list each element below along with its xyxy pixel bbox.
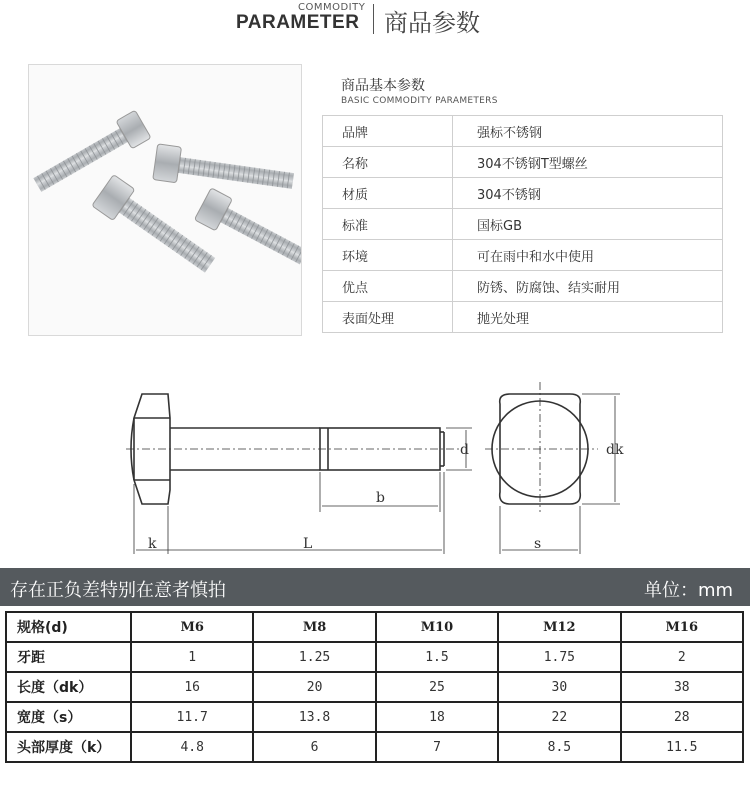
table-row <box>323 147 723 178</box>
table-row <box>6 732 743 762</box>
param-value: 304不锈钢 <box>453 178 723 209</box>
spec-row-label: 头部厚度（k） <box>6 732 131 762</box>
table-row <box>6 672 743 702</box>
spec-cell: 1.25 <box>253 642 375 672</box>
spec-cell: 18 <box>376 702 498 732</box>
unit-label: 单位：mm <box>644 580 734 601</box>
header-small-en: COMMODITY <box>298 2 366 13</box>
param-key: 表面处理 <box>323 302 453 333</box>
param-value: 防锈、防腐蚀、结实耐用 <box>453 271 723 302</box>
spec-col-header: M6 <box>131 612 253 642</box>
table-row <box>6 702 743 732</box>
spec-cell: 7 <box>376 732 498 762</box>
table-row <box>323 209 723 240</box>
spec-col-header: M10 <box>376 612 498 642</box>
tolerance-notice: 存在正负差特别在意者慎拍 <box>10 580 226 601</box>
technical-drawing <box>120 372 630 562</box>
spec-header-label: 规格(d) <box>6 612 131 642</box>
spec-col-header: M16 <box>621 612 743 642</box>
spec-cell: 38 <box>621 672 743 702</box>
param-key: 材质 <box>323 178 453 209</box>
spec-cell: 2 <box>621 642 743 672</box>
param-key: 品牌 <box>323 116 453 147</box>
spec-cell: 1 <box>131 642 253 672</box>
spec-cell: 30 <box>498 672 620 702</box>
table-row <box>323 271 723 302</box>
product-photo <box>28 64 302 336</box>
param-value: 国标GB <box>453 209 723 240</box>
spec-table <box>5 611 744 763</box>
spec-cell: 11.5 <box>621 732 743 762</box>
param-value: 抛光处理 <box>453 302 723 333</box>
spec-cell: 11.7 <box>131 702 253 732</box>
table-row <box>6 642 743 672</box>
params-table <box>322 115 723 333</box>
spec-row-label: 牙距 <box>6 642 131 672</box>
spec-col-header: M12 <box>498 612 620 642</box>
param-value: 可在雨中和水中使用 <box>453 240 723 271</box>
params-subtitle: BASIC COMMODITY PARAMETERS <box>341 96 498 106</box>
param-value: 强标不锈钢 <box>453 116 723 147</box>
table-header-row <box>6 612 743 642</box>
header-divider <box>373 4 374 34</box>
spec-cell: 22 <box>498 702 620 732</box>
label-d: d <box>460 442 469 458</box>
param-key: 标准 <box>323 209 453 240</box>
spec-cell: 25 <box>376 672 498 702</box>
table-row <box>323 302 723 333</box>
label-k: k <box>148 536 157 552</box>
label-s: s <box>534 536 542 552</box>
label-b: b <box>376 490 385 506</box>
header-title-cn: 商品参数 <box>384 9 480 37</box>
spec-cell: 16 <box>131 672 253 702</box>
param-key: 优点 <box>323 271 453 302</box>
spec-cell: 4.8 <box>131 732 253 762</box>
table-row <box>323 178 723 209</box>
params-title: 商品基本参数 <box>341 78 425 94</box>
spec-cell: 28 <box>621 702 743 732</box>
spec-col-header: M8 <box>253 612 375 642</box>
param-value: 304不锈钢T型螺丝 <box>453 147 723 178</box>
label-L: L <box>303 536 313 552</box>
table-row <box>323 240 723 271</box>
spec-cell: 6 <box>253 732 375 762</box>
spec-row-label: 宽度（s） <box>6 702 131 732</box>
spec-cell: 1.5 <box>376 642 498 672</box>
t-bolt-diagram <box>120 372 630 562</box>
t-bolt-image <box>29 65 301 335</box>
spec-cell: 1.75 <box>498 642 620 672</box>
label-dk: dk <box>606 442 624 458</box>
spec-cell: 8.5 <box>498 732 620 762</box>
param-key: 名称 <box>323 147 453 178</box>
spec-cell: 20 <box>253 672 375 702</box>
header-title-en: PARAMETER <box>236 12 360 33</box>
spec-row-label: 长度（dk） <box>6 672 131 702</box>
spec-cell: 13.8 <box>253 702 375 732</box>
table-row <box>323 116 723 147</box>
param-key: 环境 <box>323 240 453 271</box>
